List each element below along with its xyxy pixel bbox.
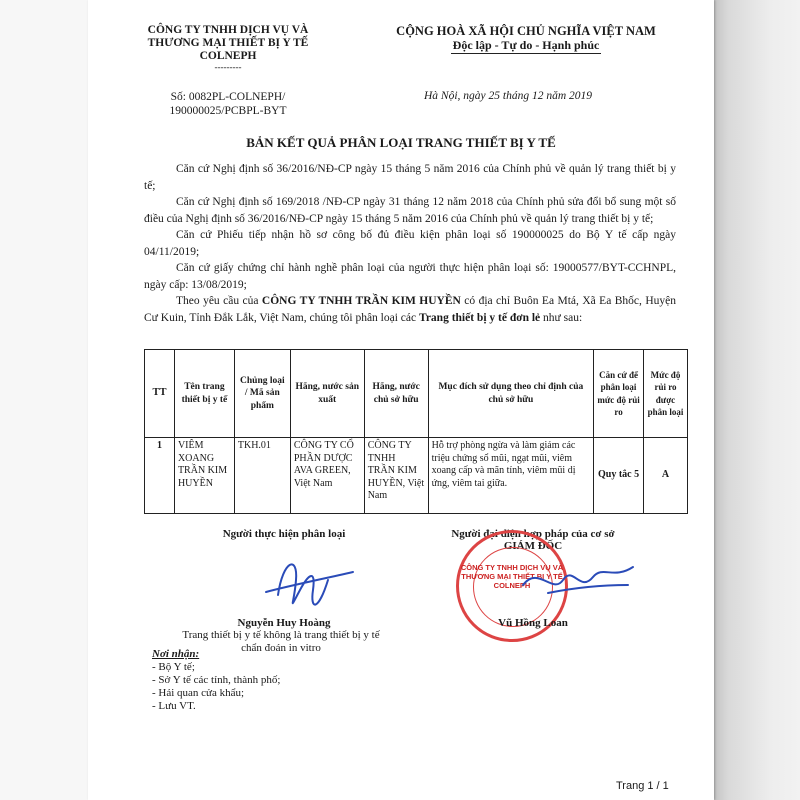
paragraph-request <box>144 293 676 326</box>
motto-underline <box>451 53 601 54</box>
representative-role: GIÁM ĐỐC <box>503 540 563 552</box>
reference-number <box>128 90 328 118</box>
org-name-line1: CÔNG TY TNHH DỊCH VỤ VÀ <box>147 24 309 36</box>
requesting-company: CÔNG TY TNHH TRẦN KIM HUYỀN <box>261 295 461 307</box>
header-code: Chủng loại / Mã sản phẩm <box>234 350 290 438</box>
header-tt: TT <box>145 350 175 438</box>
recipient-item: - Lưu VT. <box>152 700 196 712</box>
cell-basis: Quy tắc 5 <box>594 438 644 514</box>
device-type: Trang thiết bị y tế đơn lẻ <box>419 311 541 324</box>
request-middle: có địa chỉ Buôn Ea Mtá, Xã Ea Bhốc, Huyện Cư Kuin, Tỉnh Đắk Lắk, Việt Nam, chúng tôi phân loại các <box>144 295 677 324</box>
cell-purpose: Hỗ trợ phòng ngừa và làm giảm các triệu chứng sổ mũi, ngạt mũi, viêm xoang cấp và mãn tính, viêm mũi dị ứng, viêm tai giữa. <box>428 438 593 514</box>
representative-name: Vũ Hồng Loan <box>498 617 568 629</box>
cell-risk-level: A <box>644 438 688 514</box>
recipient-item: - Sở Y tế các tỉnh, thành phố; <box>152 674 281 686</box>
header-device-name: Tên trang thiết bị y tế <box>174 350 234 438</box>
paragraph-decree-36: Căn cứ Nghị định số 36/2016/NĐ-CP ngày 15 tháng 5 năm 2016 của Chính phủ về quản lý trang thiết bị y tế; <box>144 163 676 192</box>
representative-title: Người đại diện hợp pháp của cơ sở <box>451 528 615 540</box>
representative-signature <box>518 555 638 605</box>
reference-line2: 190000025/PCBPL-BYT <box>169 105 287 117</box>
header-risk-level: Mức độ rủi ro được phân loại <box>644 350 688 438</box>
document-date: Hà Nội, ngày 25 tháng 12 năm 2019 <box>424 90 593 102</box>
org-header <box>128 24 328 72</box>
stamp-label: CÔNG TY TNHH DỊCH VỤ VÀ THƯƠNG MẠI THIẾT BỊ Y TẾ COLNEPH <box>460 563 564 590</box>
classification-table <box>144 349 688 514</box>
org-name-line2: THƯƠNG MẠI THIẾT BỊ Y TẾ <box>147 37 309 49</box>
document-body <box>144 161 676 326</box>
header-owner: Hãng, nước chủ sở hữu <box>364 350 428 438</box>
classifier-title: Người thực hiện phân loại <box>222 528 346 540</box>
classifier-signature <box>258 550 368 620</box>
recipients-block <box>152 648 280 713</box>
page-number: Trang 1 / 1 <box>616 780 669 792</box>
cell-manufacturer: CÔNG TY CỔ PHẦN DƯỢC AVA GREEN, Việt Nam <box>290 438 364 514</box>
request-end: như sau: <box>540 311 583 324</box>
paragraph-decree-169: Căn cứ Nghị định số 169/2018 /NĐ-CP ngày 31 tháng 12 năm 2018 của Chính phủ sửa đổi bổ sung một số điều của Nghị định số 36/2016/NĐ-CP ngày 15 tháng 5 năm 2016 của Chính phủ về quản lý trang thiết bị y tế; <box>144 196 676 225</box>
table-header-row <box>145 350 688 438</box>
cell-code: TKH.01 <box>234 438 290 514</box>
header-basis: Căn cứ để phân loại mức độ rủi ro <box>594 350 644 438</box>
document-page <box>88 0 714 800</box>
cell-tt: 1 <box>145 438 175 514</box>
paragraph-certificate: Căn cứ giấy chứng chỉ hành nghề phân loại của người thực hiện phân loại số: 19000577/BYT-CCHNPL, ngày cấp: 13/08/2019; <box>144 262 676 291</box>
table-row <box>145 438 688 514</box>
national-header <box>356 24 696 54</box>
cell-device-name: VIÊM XOANG TRẦN KIM HUYỀN <box>174 438 234 514</box>
classifier-name: Nguyễn Huy Hoàng <box>237 617 331 629</box>
recipient-item: - Bộ Y tế; <box>152 661 195 673</box>
country-name: CỘNG HOÀ XÃ HỘI CHỦ NGHĨA VIỆT NAM <box>396 24 656 38</box>
paragraph-receipt: Căn cứ Phiếu tiếp nhận hồ sơ công bố đủ điều kiện phân loại số 190000025 do Bộ Y tế cấp ngày 04/11/2019; <box>144 229 676 258</box>
recipient-item: - Hải quan cửa khẩu; <box>152 687 245 699</box>
document-title: BẢN KẾT QUẢ PHÂN LOẠI TRANG THIẾT BỊ Y TẾ <box>246 135 556 150</box>
header-purpose: Mục đích sử dụng theo chỉ định của chủ sở hữu <box>428 350 593 438</box>
reference-line1: Số: 0082PL-COLNEPH/ <box>170 91 286 103</box>
cell-owner: CÔNG TY TNHH TRẦN KIM HUYỀN, Việt Nam <box>364 438 428 514</box>
recipients-title: Nơi nhận: <box>152 648 200 660</box>
org-separator: --------- <box>214 62 242 72</box>
national-motto: Độc lập - Tự do - Hạnh phúc <box>452 38 600 52</box>
header-manufacturer: Hãng, nước sản xuất <box>290 350 364 438</box>
org-name-line3: COLNEPH <box>199 50 257 62</box>
request-prefix: Theo yêu cầu của <box>176 295 262 307</box>
background-edge <box>710 0 800 800</box>
classifier-note: Trang thiết bị y tế không là trang thiết bị y tế chẩn đoán in vitro <box>182 629 380 654</box>
